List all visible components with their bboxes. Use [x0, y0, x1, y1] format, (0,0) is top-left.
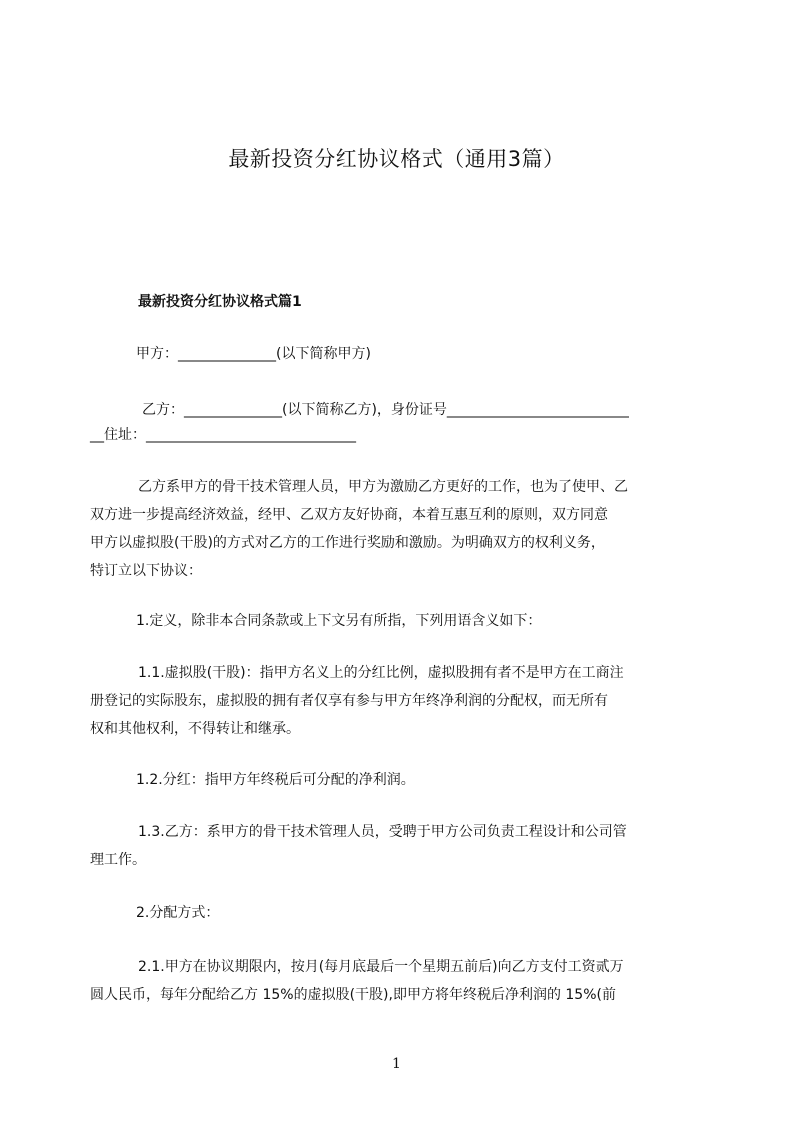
party-a-text: 甲方：______________(以下简称甲方) [136, 346, 371, 362]
clause-2-1-line-2: 圆人民币，每年分配给乙方 15%的虚拟股(干股),即甲方将年终税后净利润的 15%(前 [90, 987, 616, 1003]
clause-1-1-line-2: 册登记的实际股东，虚拟股的拥有者仅享有参与甲方年终净利润的分配权，而无所有 [90, 693, 608, 709]
clause-1-3 [90, 818, 710, 874]
clause-2-text: 2.分配方式： [136, 905, 220, 921]
page-number: 1 [392, 1056, 401, 1072]
intro-paragraph [90, 473, 710, 585]
section-heading: 最新投资分红协议格式篇1 [138, 294, 302, 310]
party-b-block [90, 396, 710, 449]
party-b-line-2: __住址：______________________________ [90, 427, 356, 443]
clause-1-1 [90, 659, 710, 743]
clause-1-text: 1.定义，除非本合同条款或上下文另有所指，下列用语含义如下： [136, 613, 542, 629]
clause-2-1-line-1: 2.1.甲方在协议期限内，按月(每月底最后一个星期五前后)向乙方支付工资贰万 [138, 959, 624, 975]
intro-line-1: 乙方系甲方的骨干技术管理人员，甲方为激励乙方更好的工作，也为了使甲、乙 [138, 479, 628, 495]
document-title: 最新投资分红协议格式（通用3篇） [228, 147, 565, 171]
clause-1-2-text: 1.2.分红：指甲方年终税后可分配的净利润。 [136, 772, 415, 788]
intro-line-2: 双方进一步提高经济效益，经甲、乙双方友好协商，本着互惠互利的原则，双方同意 [90, 507, 608, 523]
intro-line-3: 甲方以虚拟股(干股)的方式对乙方的工作进行奖励和激励。为明确双方的权利义务， [90, 535, 605, 551]
intro-line-4: 特订立以下协议： [90, 563, 202, 579]
party-b-line-1: 乙方：______________(以下简称乙方)，身份证号__________________________ [142, 402, 629, 418]
clause-1-2 [136, 766, 756, 794]
clause-1-1-line-3: 权和其他权利，不得转让和继承。 [90, 721, 300, 737]
party-a-line [136, 340, 756, 368]
clause-1 [136, 607, 756, 635]
clause-2-1 [90, 953, 710, 1009]
clause-1-1-line-1: 1.1.虚拟股(干股)：指甲方名义上的分红比例，虚拟股拥有者不是甲方在工商注 [138, 665, 624, 681]
clause-1-3-line-2: 理工作。 [90, 852, 146, 868]
clause-2 [136, 899, 756, 927]
clause-1-3-line-1: 1.3.乙方：系甲方的骨干技术管理人员，受聘于甲方公司负责工程设计和公司管 [138, 824, 627, 840]
